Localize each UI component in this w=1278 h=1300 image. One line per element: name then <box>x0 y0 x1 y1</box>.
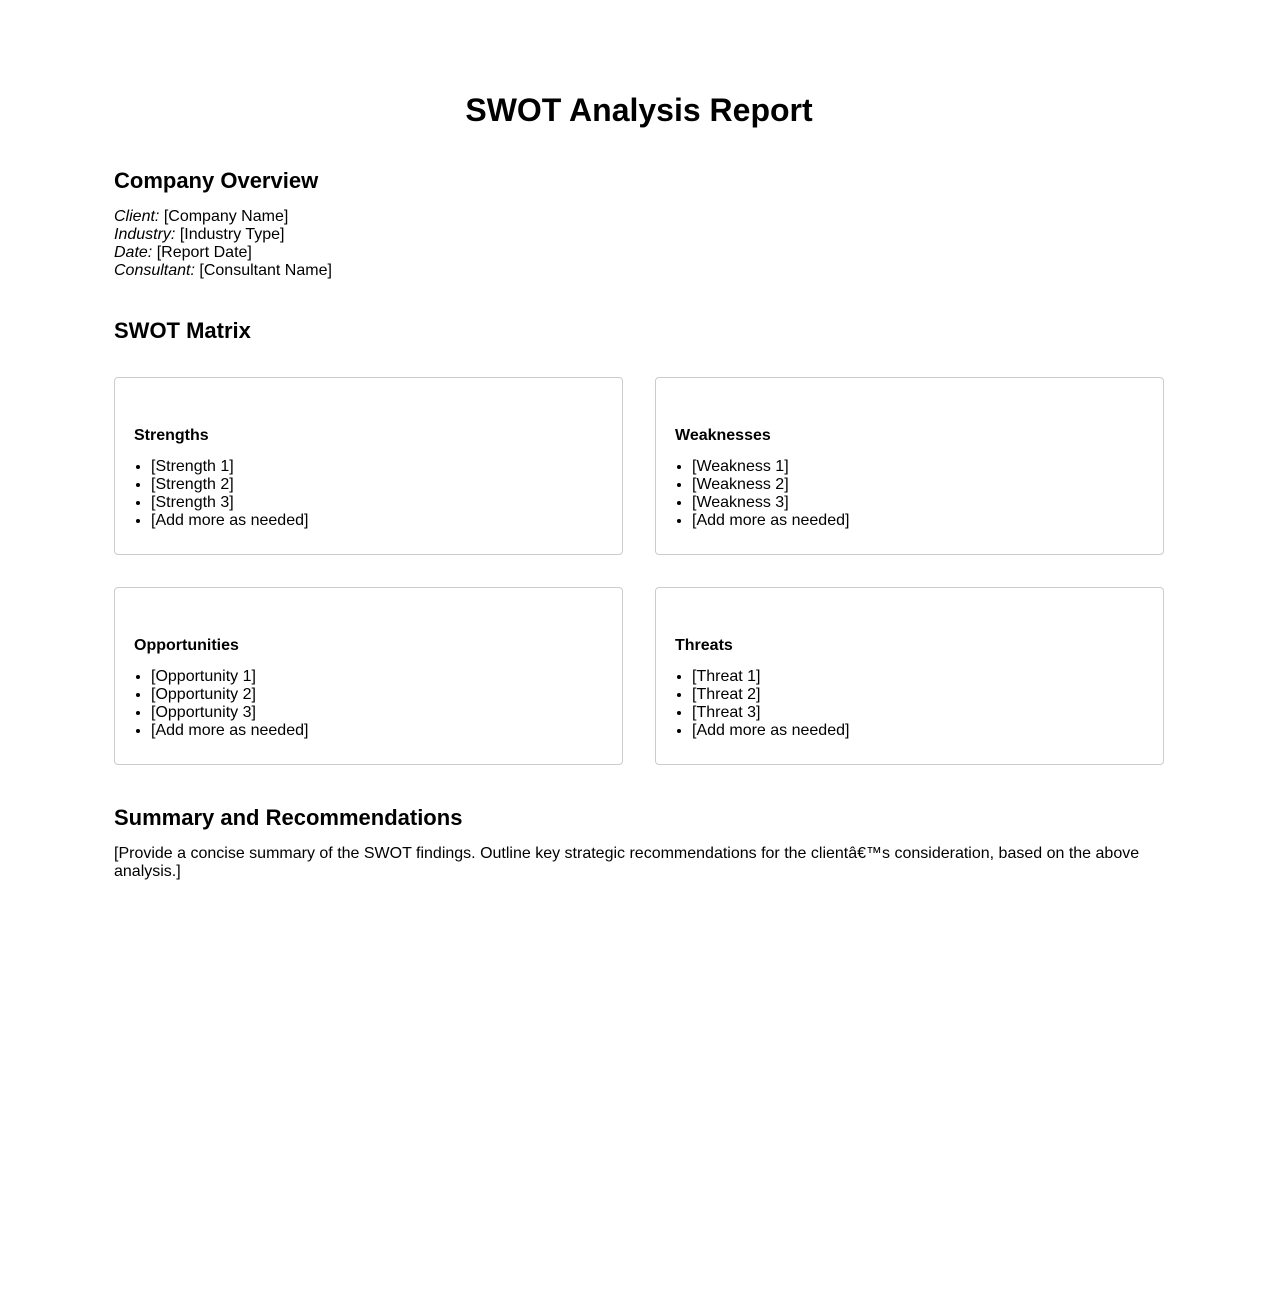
list-item: • [Weakness 2] <box>692 476 1144 494</box>
list-item: • [Weakness 3] <box>692 494 1144 512</box>
list-item: • [Strength 2] <box>151 476 603 494</box>
list-item: • [Weakness 1] <box>692 458 1144 476</box>
field-label: Industry <box>114 226 171 243</box>
quadrant-title: Strengths <box>134 427 209 444</box>
list-item: • [Strength 3] <box>151 494 603 512</box>
field-value: [Industry Type] <box>179 226 285 243</box>
strengths-box <box>114 377 623 555</box>
field-value: [Report Date] <box>156 244 252 261</box>
industry-field: Industry: [Industry Type] <box>114 226 285 243</box>
list-item: • [Threat 3] <box>692 704 1144 722</box>
summary-text: [Provide a concise summary of the SWOT findings. Outline key strategic recommendations for the clientâ€™s consideration, based on the above analysis.] <box>114 845 1140 880</box>
quadrant-list <box>134 458 603 530</box>
list-item: • [Strength 1] <box>151 458 603 476</box>
list-item: • [Add more as needed] <box>692 512 1144 530</box>
company-overview-heading: Company Overview <box>114 168 319 193</box>
date-field: Date: [Report Date] <box>114 244 252 261</box>
list-item: • [Opportunity 1] <box>151 668 603 686</box>
quadrant-title: Opportunities <box>134 637 239 654</box>
field-label: Client <box>114 208 155 225</box>
consultant-field: Consultant: [Consultant Name] <box>114 262 332 279</box>
summary-heading: Summary and Recommendations <box>114 805 463 830</box>
weaknesses-box <box>655 377 1164 555</box>
swot-matrix <box>114 377 1164 765</box>
company-overview-fields <box>114 208 1164 280</box>
quadrant-list <box>675 458 1144 530</box>
list-item: • [Opportunity 2] <box>151 686 603 704</box>
quadrant-list <box>134 668 603 740</box>
list-item: • [Opportunity 3] <box>151 704 603 722</box>
list-item: • [Threat 2] <box>692 686 1144 704</box>
threats-box <box>655 587 1164 765</box>
list-item: • [Add more as needed] <box>151 722 603 740</box>
list-item: • [Add more as needed] <box>151 512 603 530</box>
field-label: Consultant <box>114 262 191 279</box>
client-field: Client: [Company Name] <box>114 208 289 225</box>
opportunities-box <box>114 587 623 765</box>
field-value: [Company Name] <box>163 208 289 225</box>
field-value: [Consultant Name] <box>199 262 332 279</box>
field-label: Date <box>114 244 148 261</box>
page-title: SWOT Analysis Report <box>465 92 813 128</box>
list-item: • [Add more as needed] <box>692 722 1144 740</box>
list-item: • [Threat 1] <box>692 668 1144 686</box>
quadrant-list <box>675 668 1144 740</box>
quadrant-title: Weaknesses <box>675 427 771 444</box>
quadrant-title: Threats <box>675 637 733 654</box>
swot-matrix-heading: SWOT Matrix <box>114 318 251 343</box>
